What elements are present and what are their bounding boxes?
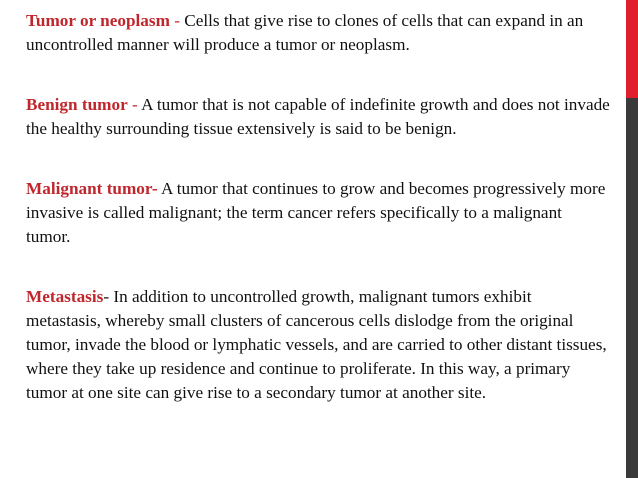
definition-text: A tumor that is not capable of indefinite growth and does not invade the healthy surrounding tissue extensively is said to be benign.	[26, 95, 610, 138]
definition-separator: -	[169, 11, 185, 30]
definition-benign-tumor	[26, 93, 610, 141]
definition-term: Malignant tumor-	[26, 179, 158, 198]
definition-metastasis	[26, 285, 610, 405]
definition-term: Benign tumor	[26, 95, 128, 114]
definition-text: In addition to uncontrolled growth, malignant tumors exhibit metastasis, whereby small clusters of cancerous cells dislodge from the original tumor, invade the blood or lymphatic vessels, and are carried to other distant tissues, where they take up residence and continue to proliferate. In this way, a primary tumor at one site can give rise to a secondary tumor at another site.	[26, 287, 607, 402]
accent-bar	[626, 0, 638, 478]
definition-text: A tumor that continues to grow and becomes progressively more invasive is called malignant; the term cancer refers specifically to a malignant tumor.	[26, 179, 606, 246]
definitions-list	[26, 9, 610, 405]
definition-term: Tumor or neoplasm	[26, 11, 170, 30]
definition-separator: -	[103, 287, 114, 306]
accent-bar-red	[626, 0, 638, 98]
definition-tumor-neoplasm	[26, 9, 610, 57]
definition-malignant-tumor	[26, 177, 610, 249]
definition-text: Cells that give rise to clones of cells that can expand in an uncontrolled manner will produce a tumor or neoplasm.	[26, 11, 584, 54]
definition-separator: -	[127, 95, 142, 114]
definition-term: Metastasis	[26, 287, 104, 306]
